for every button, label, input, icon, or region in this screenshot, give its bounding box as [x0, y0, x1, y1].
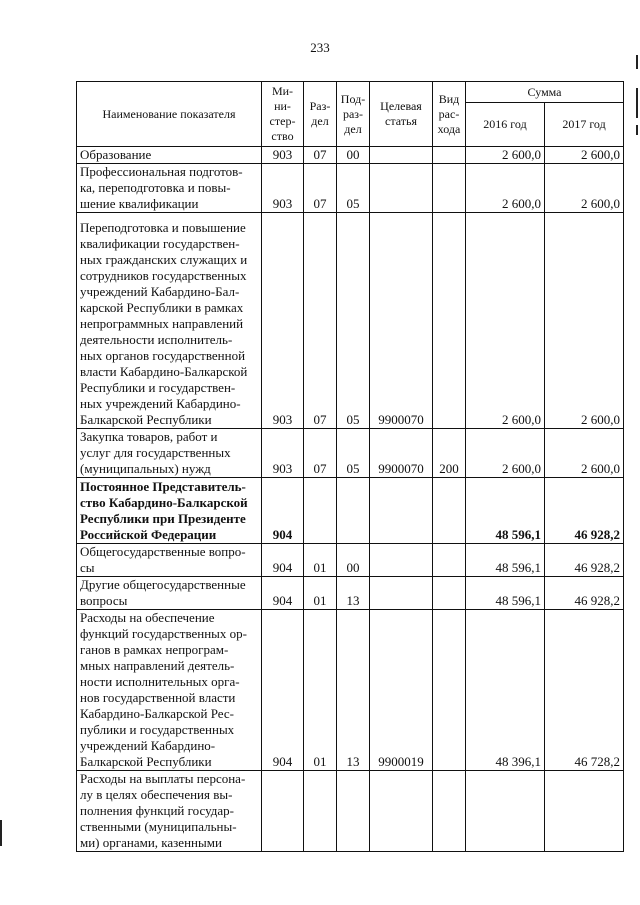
row-expense-type — [433, 610, 466, 771]
row-name: Профессиональная подготов- ка, переподготовка и повы- шение квалификации — [77, 164, 262, 213]
row-name: Другие общегосударственные вопросы — [77, 577, 262, 610]
row-sum-2017 — [545, 771, 624, 852]
header-sum: Сумма — [466, 82, 624, 103]
row-sum-2017: 46 728,2 — [545, 610, 624, 771]
table-row — [77, 610, 624, 771]
row-name: Расходы на обеспечение функций государственных ор- ганов в рамках непрограм- мных направлений деятель- ности исполнительных орга- нов государственной власти Кабардино-Балкарской Рес- публики и государственных учреждений Кабардино- Балкарской Республики — [77, 610, 262, 771]
row-target — [370, 147, 433, 164]
header-ministry: Ми- ни- стер- ство — [262, 82, 304, 147]
row-expense-type — [433, 147, 466, 164]
row-target: 9900070 — [370, 213, 433, 429]
row-name: Общегосударственные вопро- сы — [77, 544, 262, 577]
table-row — [77, 164, 624, 213]
edge-mark — [636, 88, 638, 118]
row-section: 07 — [304, 429, 337, 478]
edge-mark — [636, 125, 638, 135]
row-section: 01 — [304, 577, 337, 610]
row-ministry: 903 — [262, 164, 304, 213]
header-expense-type: Вид рас- хода — [433, 82, 466, 147]
row-expense-type — [433, 771, 466, 852]
row-subsection: 00 — [337, 544, 370, 577]
row-sum-2016: 48 596,1 — [466, 478, 545, 544]
table-row — [77, 771, 624, 852]
row-expense-type — [433, 577, 466, 610]
row-sum-2016: 48 396,1 — [466, 610, 545, 771]
row-section: 01 — [304, 610, 337, 771]
row-subsection — [337, 771, 370, 852]
row-name: Переподготовка и повышение квалификации государствен- ных гражданских служащих и сотрудников государственных учреждений Кабардино-Бал- карской Республики в рамках непрограммных направлений деятельности исполнитель- ных органов государственной власти Кабардино-Балкарской Республики и государствен- ных учреждений Кабардино- Балкарской Республики — [77, 213, 262, 429]
row-target: 9900019 — [370, 610, 433, 771]
row-section: 07 — [304, 164, 337, 213]
header-target: Целевая статья — [370, 82, 433, 147]
row-ministry: 904 — [262, 577, 304, 610]
row-expense-type — [433, 544, 466, 577]
row-sum-2017: 2 600,0 — [545, 213, 624, 429]
edge-mark — [0, 820, 2, 846]
row-section: 07 — [304, 147, 337, 164]
row-sum-2017: 2 600,0 — [545, 147, 624, 164]
row-target — [370, 577, 433, 610]
row-subsection: 00 — [337, 147, 370, 164]
row-name: Закупка товаров, работ и услуг для государственных (муниципальных) нужд — [77, 429, 262, 478]
row-expense-type — [433, 213, 466, 429]
row-subsection: 05 — [337, 429, 370, 478]
row-section: 01 — [304, 544, 337, 577]
row-sum-2016: 48 596,1 — [466, 577, 545, 610]
table-row — [77, 429, 624, 478]
row-subsection: 05 — [337, 164, 370, 213]
table-row — [77, 478, 624, 544]
page-number: 233 — [310, 40, 330, 55]
row-target: 9900070 — [370, 429, 433, 478]
header-year-2016: 2016 год — [466, 103, 545, 147]
table-row — [77, 147, 624, 164]
row-ministry: 903 — [262, 213, 304, 429]
header-year-2017: 2017 год — [545, 103, 624, 147]
row-sum-2016: 2 600,0 — [466, 164, 545, 213]
row-ministry: 904 — [262, 478, 304, 544]
row-ministry: 903 — [262, 147, 304, 164]
row-section — [304, 771, 337, 852]
budget-table — [76, 81, 624, 852]
row-section — [304, 478, 337, 544]
row-target — [370, 164, 433, 213]
row-name: Расходы на выплаты персона- лу в целях обеспечения вы- полнения функций государ- ственными (муниципальны- ми) органами, казенными — [77, 771, 262, 852]
header-subsection: Под- раз- дел — [337, 82, 370, 147]
row-sum-2017: 46 928,2 — [545, 577, 624, 610]
row-ministry — [262, 771, 304, 852]
edge-mark — [636, 55, 638, 69]
row-subsection: 05 — [337, 213, 370, 429]
row-sum-2017: 2 600,0 — [545, 164, 624, 213]
table-row — [77, 544, 624, 577]
header-name: Наименование показателя — [77, 82, 262, 147]
row-sum-2016: 48 596,1 — [466, 544, 545, 577]
row-target — [370, 544, 433, 577]
table-row — [77, 577, 624, 610]
row-sum-2016 — [466, 771, 545, 852]
row-section: 07 — [304, 213, 337, 429]
row-expense-type: 200 — [433, 429, 466, 478]
row-subsection: 13 — [337, 577, 370, 610]
row-ministry: 904 — [262, 544, 304, 577]
row-subsection: 13 — [337, 610, 370, 771]
row-sum-2016: 2 600,0 — [466, 429, 545, 478]
row-expense-type — [433, 164, 466, 213]
row-sum-2017: 2 600,0 — [545, 429, 624, 478]
table-body — [77, 147, 624, 852]
row-sum-2016: 2 600,0 — [466, 147, 545, 164]
row-sum-2016: 2 600,0 — [466, 213, 545, 429]
row-expense-type — [433, 478, 466, 544]
row-name: Образование — [77, 147, 262, 164]
table-row — [77, 213, 624, 429]
row-target — [370, 478, 433, 544]
row-ministry: 903 — [262, 429, 304, 478]
row-name: Постоянное Представитель- ство Кабардино-Балкарской Республики при Президенте Российской Федерации — [77, 478, 262, 544]
header-section: Раз- дел — [304, 82, 337, 147]
row-ministry: 904 — [262, 610, 304, 771]
row-sum-2017: 46 928,2 — [545, 478, 624, 544]
row-target — [370, 771, 433, 852]
row-sum-2017: 46 928,2 — [545, 544, 624, 577]
row-subsection — [337, 478, 370, 544]
